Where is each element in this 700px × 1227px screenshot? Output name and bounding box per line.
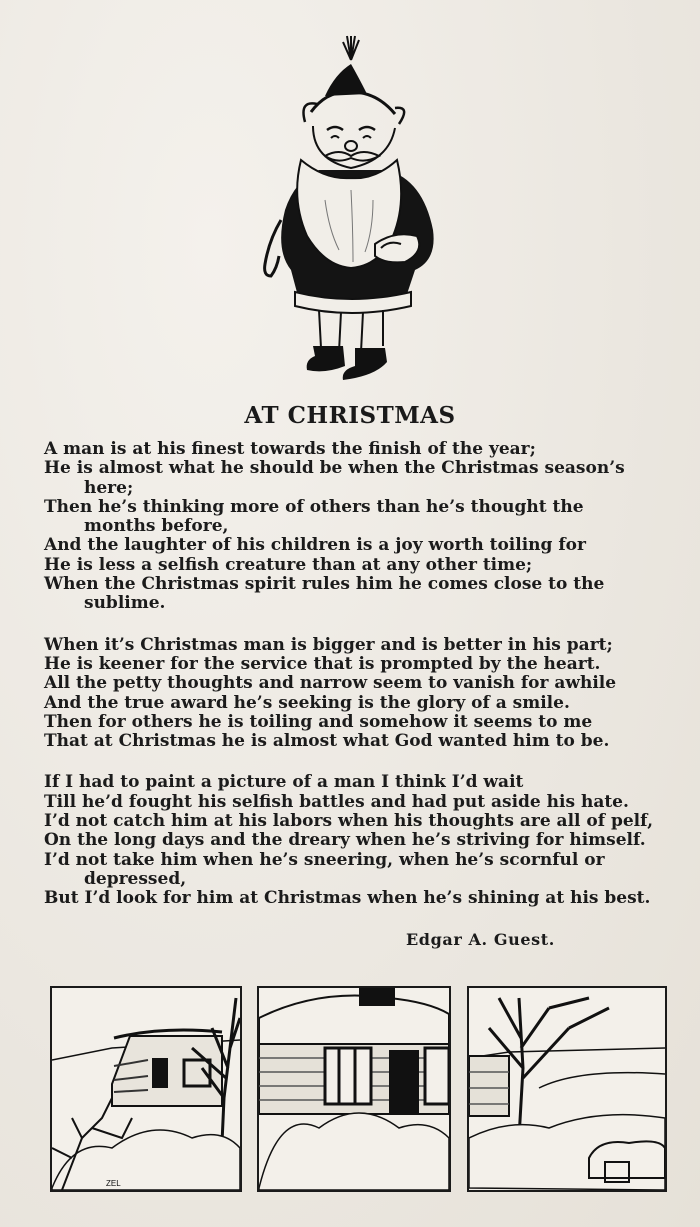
illustration-panel-snowy-landscape xyxy=(467,986,667,1192)
poem-line: That at Christmas he is almost what God wanted him to be. xyxy=(44,731,610,752)
poem-line: When the Christmas spirit rules him he comes close to the xyxy=(44,574,605,595)
poem-body xyxy=(44,440,684,931)
poem-line: And the laughter of his children is a joy worth toiling for xyxy=(44,535,586,556)
poem-stanza xyxy=(44,773,684,908)
poem-line: And the true award he’s seeking is the glory of a smile. xyxy=(44,692,570,713)
poem-stanza xyxy=(44,440,684,614)
poem-stanza xyxy=(44,636,684,752)
poem-line: depressed, xyxy=(84,868,187,889)
poem-line: When it’s Christmas man is bigger and is better in his part; xyxy=(44,634,613,655)
poem-line: All the petty thoughts and narrow seem to vanish for awhile xyxy=(44,673,617,694)
poem-line: Then for others he is toiling and somehow it seems to me xyxy=(44,711,593,732)
poem-line: If I had to paint a picture of a man I think I’d wait xyxy=(44,772,524,793)
poem-line: He is keener for the service that is prompted by the heart. xyxy=(44,653,601,674)
poem-line: Till he’d fought his selfish battles and had put aside his hate. xyxy=(44,791,629,812)
poem-line: But I’d look for him at Christmas when he’s shining at his best. xyxy=(44,888,651,909)
artist-signature: ZEL xyxy=(106,1179,121,1188)
poem-line: He is almost what he should be when the Christmas season’s xyxy=(44,458,625,479)
poem-line: Then he’s thinking more of others than he’s thought the xyxy=(44,496,584,517)
poem-author: Edgar A. Guest. xyxy=(406,930,555,949)
poem-line: I’d not take him when he’s sneering, when he’s scornful or xyxy=(44,849,605,870)
illustration-panel-cabin-tree xyxy=(50,986,242,1192)
poem-line: He is less a selfish creature than at any other time; xyxy=(44,554,533,575)
poem-line: months before, xyxy=(84,516,229,537)
poem-line: A man is at his finest towards the finish of the year; xyxy=(44,439,536,459)
poem-line: sublime. xyxy=(84,593,166,614)
poem-line: here; xyxy=(84,477,134,498)
poem-line: I’d not catch him at his labors when his thoughts are all of pelf, xyxy=(44,811,653,832)
poem-line: On the long days and the dreary when he’s striving for himself. xyxy=(44,830,646,851)
poem-title: AT CHRISTMAS xyxy=(244,402,456,429)
illustration-panel-cabin-door xyxy=(257,986,451,1192)
santa-illustration xyxy=(255,30,445,380)
